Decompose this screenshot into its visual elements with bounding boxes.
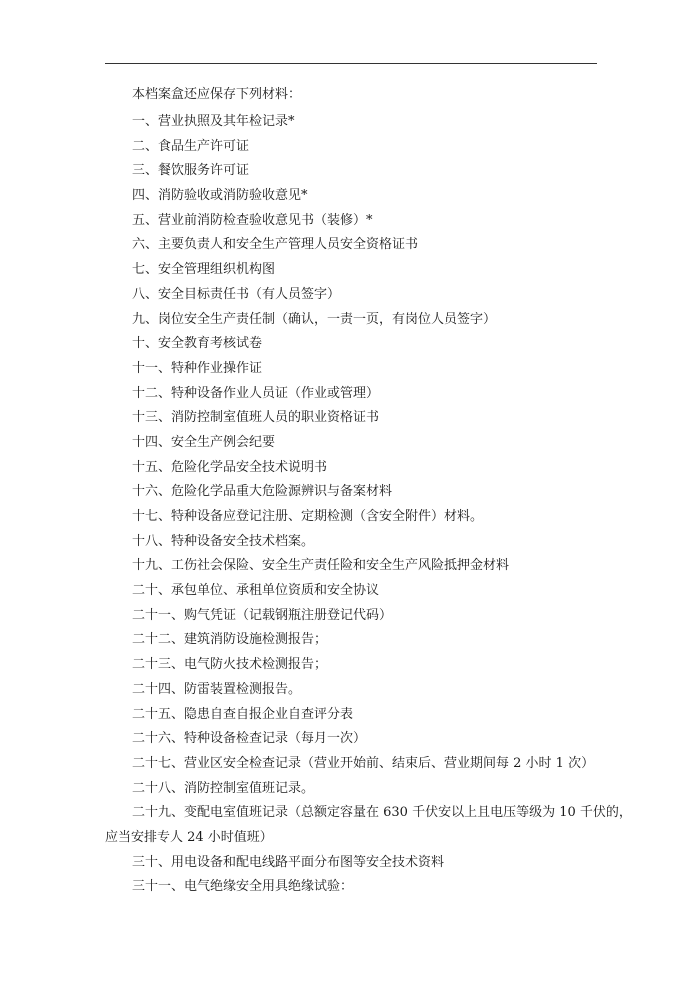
list-item: 二十、承包单位、承租单位资质和安全协议 bbox=[132, 583, 380, 599]
list-item: 十九、工伤社会保险、安全生产责任险和安全生产风险抵押金材料 bbox=[132, 558, 510, 574]
list-item: 五、营业前消防检查验收意见书（装修）* bbox=[132, 212, 373, 228]
list-item: 十、安全教育考核试卷 bbox=[132, 336, 263, 352]
list-item: 十一、特种作业操作证 bbox=[132, 360, 263, 376]
list-item: 八、安全目标责任书（有人员签字） bbox=[132, 286, 341, 302]
materials-list bbox=[0, 110, 700, 900]
list-item-line-1: 二十九、变配电室值班记录（总额定容量在 630 千伏安以上且电压等级为 10 千伏的， bbox=[132, 805, 632, 821]
list-item: 九、岗位安全生产责任制（确认，一责一页，有岗位人员签字） bbox=[132, 311, 497, 327]
list-item: 二十三、电气防火技术检测报告； bbox=[132, 657, 328, 673]
list-item: 三、餐饮服务许可证 bbox=[132, 163, 250, 179]
list-item: 三十、用电设备和配电线路平面分布图等安全技术资料 bbox=[132, 854, 445, 870]
list-item: 十七、特种设备应登记注册、定期检测（含安全附件）材料。 bbox=[132, 509, 484, 524]
list-item: 十五、危险化学品安全技术说明书 bbox=[132, 459, 328, 475]
list-item-wrapped bbox=[0, 801, 700, 850]
list-item: 一、营业执照及其年检记录* bbox=[132, 114, 295, 129]
list-item: 二十一、购气凭证（记载钢瓶注册登记代码） bbox=[132, 607, 393, 623]
list-item: 二十四、防雷装置检测报告。 bbox=[132, 681, 302, 697]
list-item: 二十二、建筑消防设施检测报告； bbox=[132, 632, 328, 648]
list-item: 四、消防验收或消防验收意见* bbox=[132, 188, 308, 204]
list-item: 六、主要负责人和安全生产管理人员安全资格证书 bbox=[132, 237, 419, 253]
list-item: 十四、安全生产例会纪要 bbox=[132, 434, 276, 450]
document-heading: 本档案盒还应保存下列材料： bbox=[132, 87, 302, 102]
list-item-line-2: 应当安排专人 24 小时值班） bbox=[105, 829, 273, 845]
list-item: 二、食品生产许可证 bbox=[132, 138, 250, 154]
list-item: 十八、特种设备安全技术档案。 bbox=[132, 533, 315, 549]
list-item: 十六、危险化学品重大危险源辨识与备案材料 bbox=[132, 484, 393, 500]
list-item: 七、安全管理组织机构图 bbox=[132, 262, 276, 278]
list-item: 十二、特种设备作业人员证（作业或管理） bbox=[132, 385, 380, 401]
list-item: 十三、消防控制室值班人员的职业资格证书 bbox=[132, 410, 380, 426]
list-item: 二十八、消防控制室值班记录。 bbox=[132, 780, 315, 796]
header-rule bbox=[105, 63, 597, 64]
list-item: 二十七、营业区安全检查记录（营业开始前、结束后、营业期间每 2 小时 1 次） bbox=[132, 755, 595, 771]
list-item: 二十六、特种设备检查记录（每月一次） bbox=[132, 731, 367, 747]
list-item: 三十一、电气绝缘安全用具绝缘试验： bbox=[132, 879, 354, 895]
list-item: 二十五、隐患自查自报企业自查评分表 bbox=[132, 706, 354, 722]
